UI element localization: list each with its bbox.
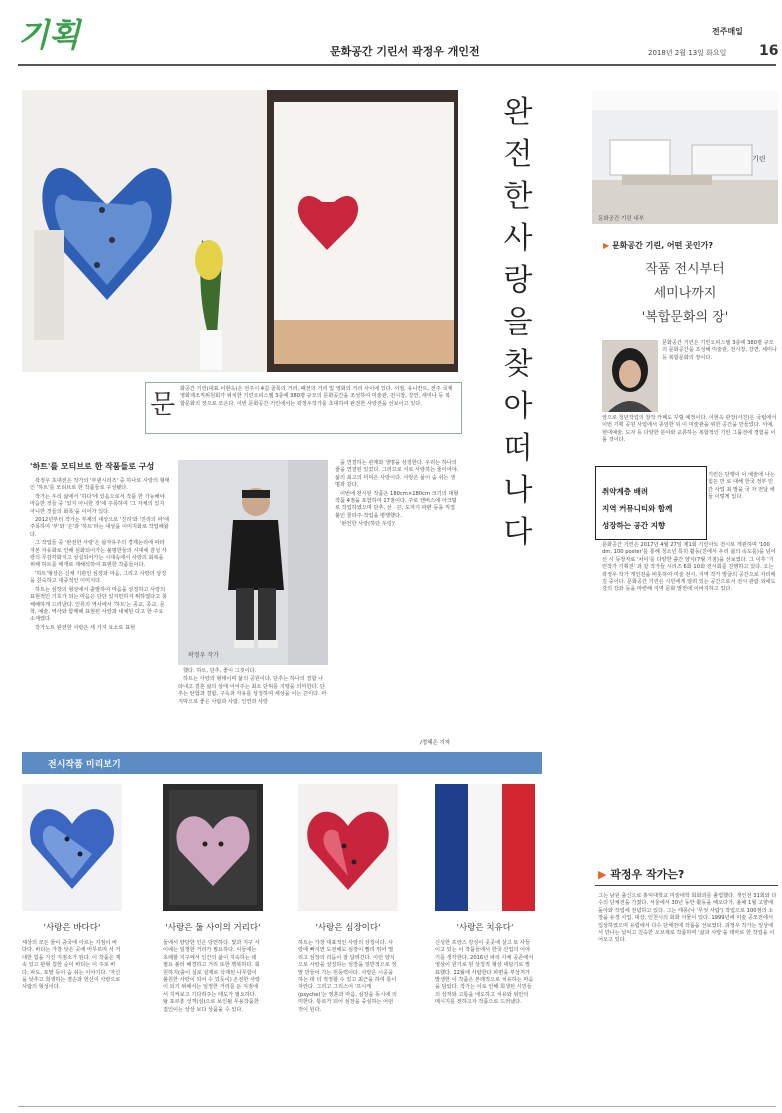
- sidebar-text-4: 문화공간 기린은 2017년 4월 27일 제1회 기린아트 전시로 개관하며 '100 dm, 100 poster'를 통해 청소년 특히 활동(진에서 우리 삶의 속도를)을 넘어선 시 등장자료 '차이'를 다양한 출간 양식(7월 기점)을 선보였다. 그 이후 '기린작가 기획전' 과 같 작가들 시리즈 6회 10회 전시회를 진행하고 있다. 오는 곽정우 작가 개인전을 비롯하여 미술 전시, 지역 작가 발굴의 공간으로 자리매김 중이다. 문화공간 기린은 시민에게 열려 있는 공간으로서 전시 관람 외에도 강의 강좌 등을 마련해 지역 문화 발전에 이바지하고 있다.: [602, 542, 776, 593]
- artist-profile-heading: [598, 866, 684, 882]
- artwork-title-4: '사랑은 치유다': [456, 923, 514, 933]
- kirin-sign: 기린: [752, 155, 766, 163]
- section-heading: '하트'를 모티브로 한 작품들로 구성: [30, 462, 155, 471]
- artwork-desc-1: 세상의 모든 물이 중국에 이르는 지점이 바다다. 바다는 가장 낮은 곳에 머무르며 서 거대한 힘을 가진 지점소가 된다. 이 작품은 계속 있고 판형 집한 순이 바다는 이 주로 바다, 파도, 포말 등이 숨 쉬는 이야기다. '자신을 낮추고 희생하는 겸손과 헌신이 사랑으로 사람의 형성이다.: [22, 940, 121, 991]
- footer-rule: [18, 1106, 776, 1107]
- highlight-line: 취약계층 배려: [602, 487, 649, 496]
- triangle-icon: ▶: [598, 868, 611, 881]
- kirin-interior-photo: [592, 90, 778, 224]
- artwork-thumb-heart: [298, 784, 398, 911]
- page-title: 문화공간 기린서 곽정우 개인전: [330, 45, 480, 58]
- paragraph: 했다. 하트, 단추, 좋이 그것이다.: [183, 668, 257, 674]
- paragraph: 하트는 사랑의 형태이며 삶의 공원이다. 단추는 하나의 결합 나타내고 결혼 삶의 상태 이어주는 최소 단위를 지탱을 의미한다. 단추는 탄험과 결합, 구속과 자유를 상징하며 세상을 이는 끈이다. 마지막으로 좋은 사람과 사람, 인연과 사랑: [178, 676, 327, 705]
- sidebar-headline-line: 작품 전시부터: [645, 262, 725, 277]
- paragraph: 작가는 우리 삶에서 '하다'에 있음으로서 작품 한 가능해야 마음한 것들 중 '있지 아니한 것'에 주목하여 '그 자체의 있지 아니한 것들의 화폭'을 이어가 있다.: [30, 493, 165, 515]
- paragraph: 곽정우 초대전은 작가의 '부댄시리즈' 중 하나로 사랑의 형태인 '하트'를 모티브로 한 작품들로 구성됐다.: [30, 478, 170, 492]
- artist-photo-caption: 곽정우 작가: [188, 652, 219, 659]
- artwork-desc-2: 둘에서 양당한 인은 당연하다. 빛과 지구 사이에는 일정한 거리가 필요하다. 이들에는 초례할 지구에서 인간의 삶이 지속하는 데 필요 불러 배경하고 거리 또한 행복하다. 회원하지(출이 실로 실재로 삭재된 나무함이 불원한 사랑이 되어 수 있듯이) 온전한 사랑이 되기 위해서는 일정한 거리를 둔 지점에서 지켜보고 기다려주는 태도가 필요하다. 탈 포르흥 성격(심)으로 보인될 무용작품한 집인이는 상상 보다 상품을 수 있다.: [163, 940, 261, 1013]
- gallery-banner-title: 전시작품 미리보기: [48, 760, 121, 770]
- paragraph: 2012년부터 작가는 부재의 대상으로 '진리'와 '진리의 파'에 주목하여 '부'와 '은'과 '하트'라는 대상을 이미지화로 작업해왔다.: [30, 517, 170, 538]
- sidebar-photo-caption: 문화공간 기린 내부: [598, 216, 645, 222]
- artwork-thumb-distance: [163, 784, 263, 911]
- sidebar-question-text: 문화공간 기린, 어떤 곳인가?: [611, 241, 713, 250]
- highlight-line: 성장하는 공간 지향: [602, 521, 666, 530]
- sidebar-headline-line: 세미나까지: [653, 286, 717, 301]
- intro-drop-cap: 문: [150, 390, 176, 420]
- page-number: 16: [759, 43, 779, 59]
- artwork-title-2: '사랑은 둘 사이의 거리다': [165, 923, 261, 933]
- byline: /정혜은 기자: [420, 740, 451, 746]
- header-rule: [18, 64, 776, 66]
- sidebar-headline-line: '복합문화의 장': [641, 310, 729, 325]
- article-column-2: [178, 668, 328, 707]
- paragraph: '하트'형상은 신체 기관인 심장과 마음, 그리고 사랑의 상징을 친숙하고 대중적인 이미지다.: [30, 570, 167, 585]
- paragraph: '완전한 사랑(하단 우링)': [340, 521, 396, 528]
- paragraph: 그 작업들 중 '완전한 사랑'은 삶자유주의 경제논리에 따라 자본 자유화로 인해 심화되어가는 불평한들의 시대에 감성 사랑의 무감각화지고 상실되어가는 시대속에서 사랑의 회복을 위해 하트를 매개로 재해석하여 표현한 작품들이다.: [30, 540, 167, 569]
- divider: [595, 885, 778, 886]
- sidebar-text-3: 기린은 단행이 이 예술에 나는 힘든 만 로 대해 한국 정부 민 간 사업 최 발을 국 자 전달 에 둘 이렇게 있다.: [708, 472, 775, 501]
- artwork-desc-4: 신성한 프랑스 감성이 곳곳에 살고 또 사들이고 있는 이 작품들에서 한국 산업의 이야기를 생각한다. 2016년 파리 사체 공존에서 영상이 원기로 된 상징적 형상 대담기로 발표했다. 12월에 사람한다 파편을 부상처가 발생한 이 작품은 본래적으로 치유하는 마음을 담았다. 작가는 이로 인해 희생된 시민들의 상처와 고통을 애도하고 치유와 위안의 메시지를 전하고자 작품으로 드러냈다.: [435, 940, 534, 1006]
- triangle-icon: ▶: [603, 241, 612, 250]
- artist-bio: 그는 남원 출신으로 홍익대학교 미술대학 회화과를 졸업했다. 개인전 31회와 다수의 단체전을 가졌다. 서울에서 30년 동안 활동을 해오다가, 올해 1월 고향에 돌아와 작업에 전념하고 있다. 그는 태몽(나 '무엇 사람') 작업으로 100점의 소장을 유경 사업, 대상, 인천시의 회화 사물이 있다. 1999년에 미술 공모전에서 입상하였으며 유럽에서 다수 단체전에 작품을 선보였다. 과정우 작가는 일상에서 만나는 낯익고 친숙한 오브제로 작품하며 '삶과 사랑'을 테마로 한 작업을 이어오고 있다.: [598, 893, 777, 944]
- artist-profile-heading-text: 곽정우 작가는?: [610, 868, 685, 881]
- section-logo: 기획: [18, 16, 80, 54]
- article-column-3: [335, 460, 460, 530]
- sidebar-question: [603, 240, 713, 251]
- director-portrait: [602, 340, 658, 412]
- artwork-thumb-sea: [22, 784, 122, 911]
- article-column-1: [30, 478, 170, 633]
- sidebar-text-1: 문화공간 기린은 기린오피스텔 3층에 380평 규모의 문화공간을 조성해 미술관, 전시장, 강연, 세미나 등 복합문화의 장이다.: [662, 340, 778, 361]
- headline-vertical: 완전한 사랑을 찾아 떠나다: [503, 95, 533, 550]
- highlight-line: 지역 커뮤니티와 함께: [602, 504, 673, 513]
- highlight-box-text: [602, 483, 672, 534]
- artwork-desc-3: 하트는 가장 대표적인 사랑의 상징이다. 사랑에 빠지면 도전해도 심장이 빨리 뛰어 떨리고 심장의 리듬이 잘 달려간다. 이런 양식으로 사랑을 상징하는 심장을 일반적으로 정말 만들어 가는 원동력이다. 사랑은 시공을 하는 데 더 적정할 수 있고 최근을 하여 통이 자란다. 그리고 그리스어 '프시케(psyche)'는 영혼과 마음, 심장을 동시에 의미한다. 통로가 되어 심장을 중심하는 어떤 것이 된다.: [298, 940, 397, 1013]
- artwork-title-3: '사랑은 심장이다': [315, 923, 381, 933]
- newspaper-name: 전주매일: [712, 27, 743, 36]
- paragraph: 작가노트 완전한 사랑은 세 가지 요소로 표현: [35, 624, 136, 631]
- sidebar-text-2: 앞으로 청년작업의 창작 카페도 꾸릴 예정이다. 이현옥 관장(사진)은 국립에서 이번 기획 공원 사업에서 종임한 뒤 이 미술관을 위한 공간을 만들었다. 서예, 현대예술, 도자 등 다양한 분야와 교류하는 복합적인 기린 그룹전에 경험을 이룰 것이다.: [602, 415, 777, 444]
- artist-photo: [178, 460, 328, 665]
- artwork-thumb-healing: [435, 784, 535, 911]
- paragraph: 하트는 심장의 형상에서 출발하여 마음을 상징하고 사랑의 표현적인 기호가 되는 마음은 단단 있지만하지 튀하였다고 침해해하게 드러낸다. 인류의 역사에서 '하트'는 종교, 종교, 문학, 예술, 역사와 함께해 표현된 사랑과 대체된 다고 한 주요 소재였다.: [30, 586, 167, 623]
- paragraph: 을 연결하는 관계와 생명을 상징한다. 우리는 하나의 줄을 연결된 있었다. 그러므로 서로 사랑하는 줄이어야. 삶의 최고의 미덕은 사랑이다. 사랑은 삶이 숨 쉬는 생명과 같다.: [335, 460, 459, 489]
- sidebar-headline: [592, 258, 778, 330]
- gallery-interior-photo: [22, 90, 458, 372]
- intro-text: 화공간 기린(대표 이현옥)은 전주시 4길 골목의 거리, 패션의 거리 및 영화의 거리 사이에 있다. 서점, 유니칸트, 전주 국제영화제조직위원회가 위치한 기린오피스텔 3층에 380평 규모의 문화공간을 조성하여 미술관, 전시장, 강연, 세미나 등 복합문화의 장으로 모은다. 이번 문화공간 기린에서는 곽정우작가를 초대하여 완전한 사랑전을 선보이고 있다.: [180, 386, 453, 407]
- issue-date: 2018년 2월 13일 화요일: [648, 49, 727, 57]
- artwork-title-1: '사랑은 바다다': [43, 923, 101, 933]
- paragraph: 이번에 전시된 작품은 180cm×180cm 크기의 대형작품 4점을 포함하여 17점이다. 주로 캔버스에 아크릴로 작업하였으며 단추, 선 · 끈, 도자기 파편 등을 직접 붙인 콜라주 작업을 병행했다.: [335, 490, 459, 519]
